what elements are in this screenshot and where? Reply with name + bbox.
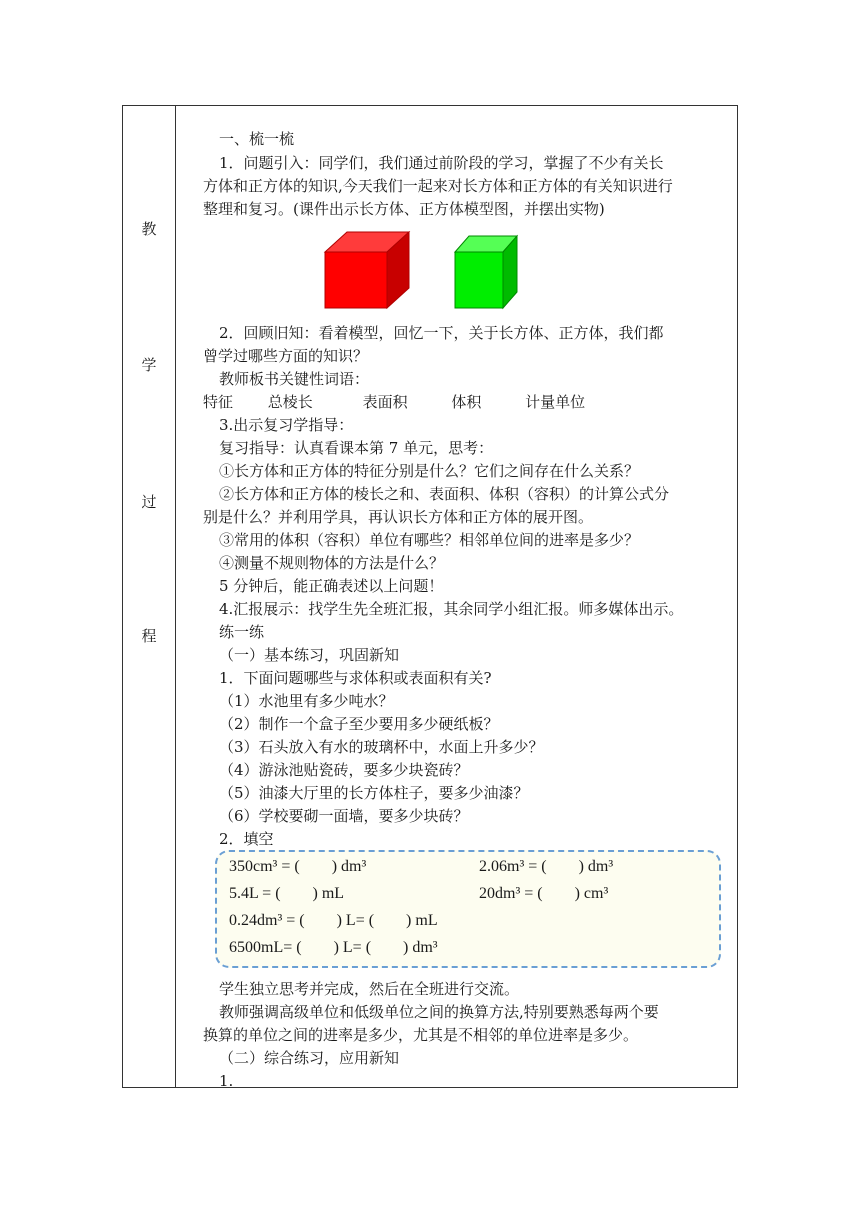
question-item: （2）制作一个盒子至少要用多少硬纸板？ <box>219 715 499 733</box>
fill-blank-item: 0.24dm³ = ( ) L= ( ) mL <box>229 912 438 929</box>
paragraph-line: 1. <box>219 1072 234 1090</box>
paragraph-line: 1．下面问题哪些与求体积或表面积有关? <box>219 669 492 687</box>
paragraph-line: ①长方体和正方体的特征分别是什么？它们之间存在什么关系？ <box>219 462 640 480</box>
lesson-table <box>122 105 738 1088</box>
question-item: （3）石头放入有水的玻璃杯中，水面上升多少？ <box>219 738 544 756</box>
fill-blank-item: 5.4L = ( ) mL <box>229 885 345 902</box>
fill-blank-item: 20dm³ = ( ) cm³ <box>479 885 609 902</box>
fill-blank-item: 350cm³ = ( ) dm³ <box>229 858 367 875</box>
paragraph-line: 别是什么？并利用学具，再认识长方体和正方体的展开图。 <box>203 508 594 526</box>
keyword-row <box>203 391 585 414</box>
side-label-xue: 学 <box>141 356 157 374</box>
column-divider <box>175 106 176 1087</box>
keyword: 表面积 <box>362 393 408 411</box>
paragraph-line: 5 分钟后，能正确表述以上问题！ <box>219 577 444 595</box>
keyword: 总棱长 <box>267 393 313 411</box>
paragraph-line: 整理和复习。(课件出示长方体、正方体模型图，并摆出实物) <box>203 200 605 218</box>
paragraph-line: 学生独立思考并完成，然后在全班进行交流。 <box>219 980 520 998</box>
keyword: 体积 <box>451 393 482 411</box>
cube-model <box>455 236 517 308</box>
paragraph-line: 4.汇报展示：找学生先全班汇报，其余同学小组汇报。师多媒体出示。 <box>219 600 684 618</box>
cube-models-figure <box>323 230 523 310</box>
question-item: （1）水池里有多少吨水？ <box>219 692 394 710</box>
fill-blank-item: 6500mL= ( ) L= ( ) dm³ <box>229 939 438 956</box>
keyword: 特征 <box>203 393 234 411</box>
paragraph-line: ②长方体和正方体的棱长之和、表面积、体积（容积）的计算公式分 <box>219 485 670 503</box>
paragraph-line: 1．问题引入：同学们，我们通过前阶段的学习，掌握了不少有关长 <box>219 154 664 172</box>
paragraph-line: ③常用的体积（容积）单位有哪些？相邻单位间的进率是多少？ <box>219 531 640 549</box>
question-item: （4）游泳池贴瓷砖，要多少块瓷砖？ <box>219 761 469 779</box>
cuboid-model <box>325 232 409 308</box>
paragraph-line: 教师板书关键性词语： <box>219 370 370 388</box>
section-heading: 练一练 <box>219 623 265 641</box>
side-label-cheng: 程 <box>141 627 157 645</box>
side-label-jiao: 教 <box>141 220 157 238</box>
paragraph-line: ④测量不规则物体的方法是什么？ <box>219 554 445 572</box>
question-item: （6）学校要砌一面墙，要多少块砖？ <box>219 807 469 825</box>
paragraph-line: （一）基本练习，巩固新知 <box>219 646 400 664</box>
paragraph-line: （二）综合练习，应用新知 <box>219 1049 400 1067</box>
paragraph-line: 方体和正方体的知识,今天我们一起来对长方体和正方体的有关知识进行 <box>203 177 673 195</box>
paragraph-line: 教师强调高级单位和低级单位之间的换算方法,特别要熟悉每两个要 <box>219 1003 659 1021</box>
question-item: （5）油漆大厅里的长方体柱子，要多少油漆？ <box>219 784 529 802</box>
section-heading: 一、梳一梳 <box>219 130 295 148</box>
paragraph-line: 3.出示复习学指导： <box>219 416 354 434</box>
paragraph-line: 2．填空 <box>219 830 274 848</box>
keyword: 计量单位 <box>525 393 586 411</box>
fill-blank-item: 2.06m³ = ( ) dm³ <box>479 858 614 875</box>
paragraph-line: 换算的单位之间的进率是多少，尤其是不相邻的单位进率是多少。 <box>203 1026 639 1044</box>
paragraph-line: 复习指导：认真看课本第 7 单元，思考： <box>219 439 494 457</box>
paragraph-line: 曾学过哪些方面的知识？ <box>203 347 369 365</box>
paragraph-line: 2．回顾旧知：看着模型，回忆一下，关于长方体、正方体，我们都 <box>219 324 664 342</box>
side-label-guo: 过 <box>141 493 157 511</box>
fill-blank-box <box>215 850 721 968</box>
